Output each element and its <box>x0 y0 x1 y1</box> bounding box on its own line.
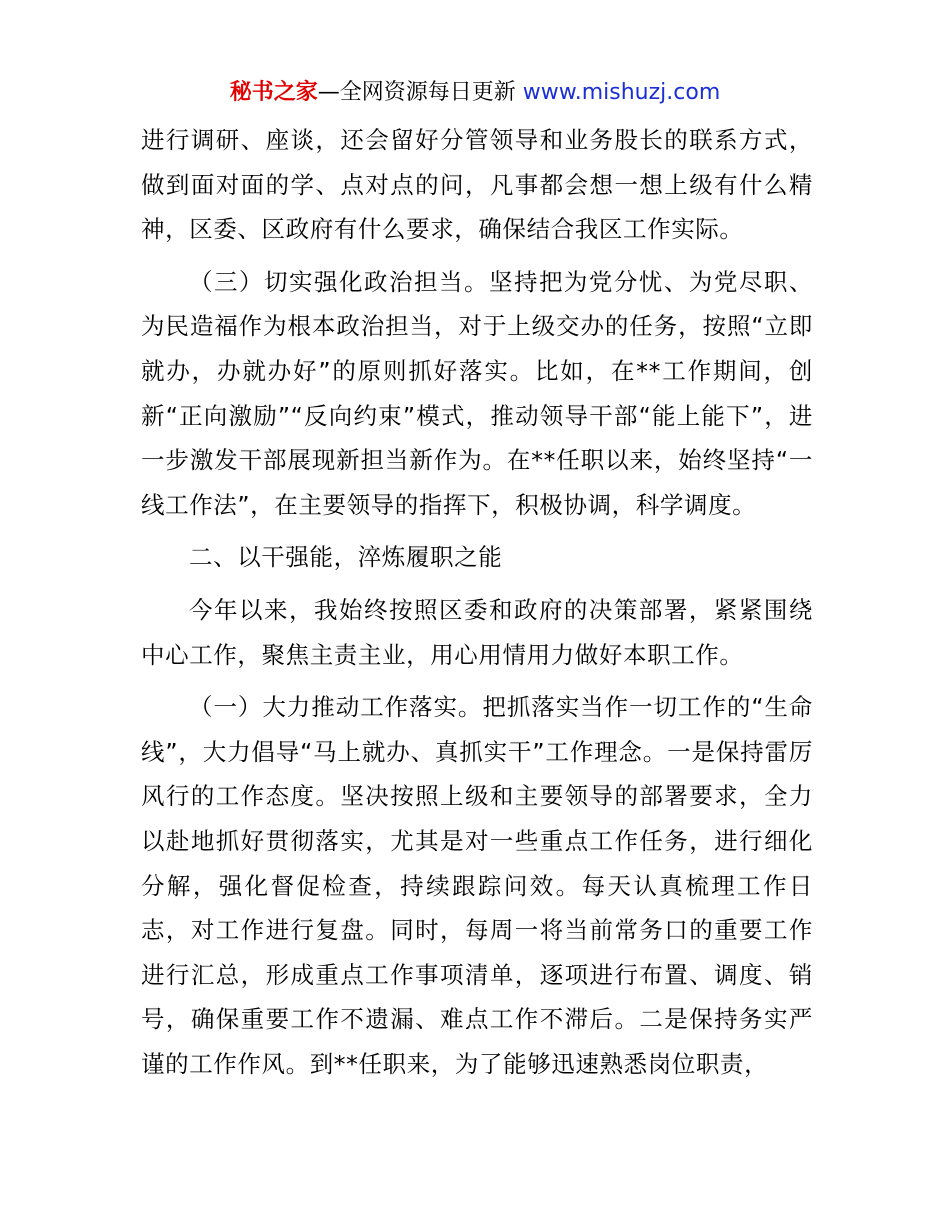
paragraph-intro: 今年以来，我始终按照区委和政府的决策部署，紧紧围绕中心工作，聚焦主责主业，用心用情用力做好本职工作。 <box>141 595 813 669</box>
document-body <box>141 118 813 1086</box>
section-heading-two: 二、以干强能，淬炼履职之能 <box>189 543 503 572</box>
header-brand: 秘书之家 <box>229 80 318 105</box>
paragraph-continued: 进行调研、座谈，还会留好分管领导和业务股长的联系方式，做到面对面的学、点对点的问，凡事都会想一想上级有什么精神，区委、区政府有什么要求，确保结合我区工作实际。 <box>141 126 813 244</box>
page-header <box>0 78 950 108</box>
header-tagline: —全网资源每日更新 <box>317 80 523 105</box>
header-site-link[interactable]: www.mishuzj.com <box>522 80 721 105</box>
paragraph-subsection-one: （一）大力推动工作落实。把抓落实当作一切工作的“生命线”，大力倡导“马上就办、真抓实干”工作理念。一是保持雷厉风行的工作态度。坚决按照上级和主要领导的部署要求，全力以赴地抓好贯彻落实，尤其是对一些重点工作任务，进行细化分解，强化督促检查，持续跟踪问效。每天认真梳理工作日志，对工作进行复盘。同时，每周一将当前常务口的重要工作进行汇总，形成重点工作事项清单，逐项进行布置、调度、销号，确保重要工作不遗漏、难点工作不滞后。二是保持务实严谨的工作作风。到**任职来，为了能够迅速熟悉岗位职责， <box>141 693 813 1078</box>
paragraph-section-three: （三）切实强化政治担当。坚持把为党分忧、为党尽职、为民造福作为根本政治担当，对于上级交办的任务，按照“立即就办，办就办好”的原则抓好落实。比如，在**工作期间，创新“正向激励”“反向约束”模式，推动领导干部“能上能下”，进一步激发干部展现新担当新作为。在**任职以来，始终坚持“一线工作法”，在主要领导的指挥下，积极协调，科学调度。 <box>141 267 813 519</box>
